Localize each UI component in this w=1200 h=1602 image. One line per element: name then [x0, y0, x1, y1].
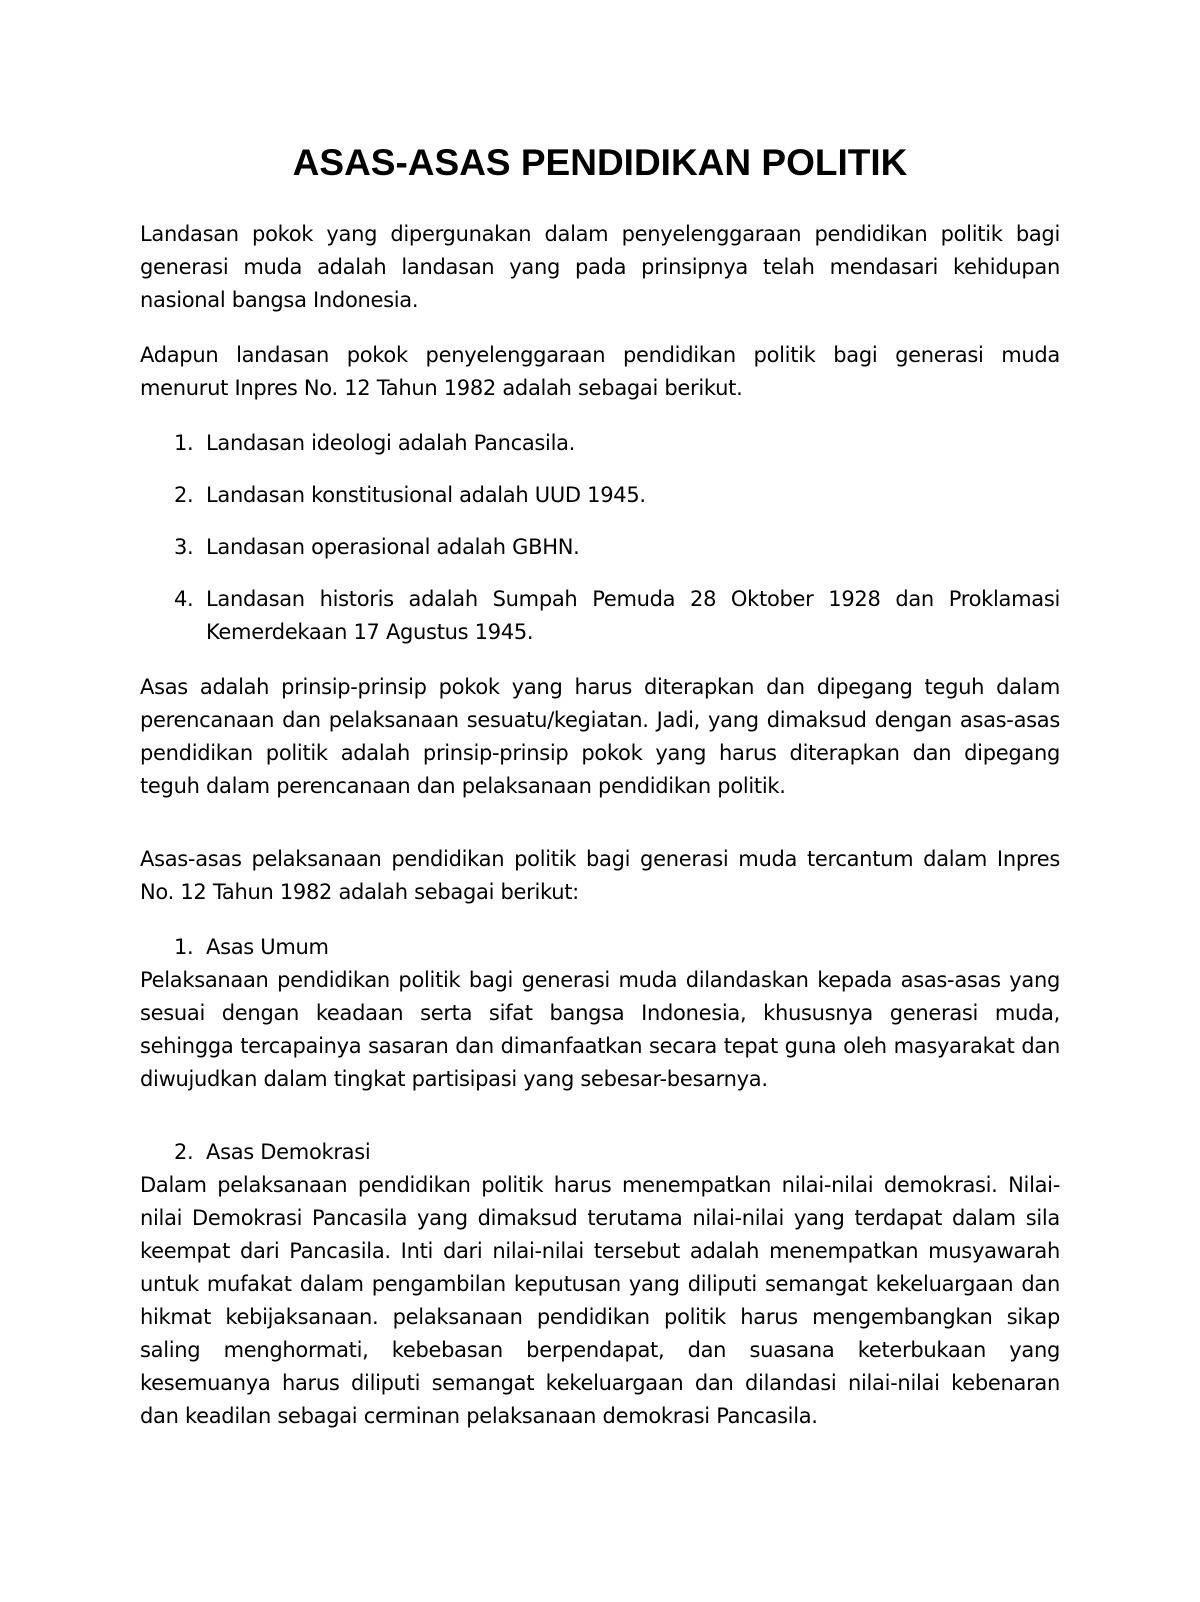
section-number: 2. — [174, 1140, 194, 1164]
list-item — [140, 479, 1060, 512]
list-item-number: 4. — [174, 587, 194, 611]
list-item-text: Landasan konstitusional adalah UUD 1945. — [206, 483, 646, 507]
asas-umum-body: Pelaksanaan pendidikan politik bagi generasi muda dilandaskan kepada asas-asas yang sesuai dengan keadaan serta sifat bangsa Indonesia, khususnya generasi muda, sehingga tercapainya sasaran dan dimanfaatkan secara tepat guna oleh masyarakat dan diwujudkan dalam tingkat partisipasi yang sebesar-besarnya. — [140, 968, 1060, 1091]
asas-demokrasi-heading — [140, 1136, 1060, 1169]
list-item-text: Landasan operasional adalah GBHN. — [206, 535, 580, 559]
list-item-number: 3. — [174, 535, 194, 559]
document-page — [140, 140, 1060, 1433]
list-item-number: 2. — [174, 483, 194, 507]
asas-demokrasi-body: Dalam pelaksanaan pendidikan politik harus menempatkan nilai-nilai demokrasi. Nilai-nilai Demokrasi Pancasila yang dimaksud terutama nilai-nilai yang terdapat dalam sila keempat dari Pancasila. Inti dari nilai-nilai tersebut adalah menempatkan musyawarah untuk mufakat dalam pengambilan keputusan yang diliputi semangat kekeluargaan dan hikmat kebijaksanaan. pelaksanaan pendidikan politik harus mengembangkan sikap saling menghormati, kebebasan berpendapat, dan suasana keterbukaan yang kesemuanya harus diliputi semangat kekeluargaan dan dilandasi nilai-nilai kebenaran dan keadilan sebagai cerminan pelaksanaan demokrasi Pancasila. — [140, 1173, 1060, 1428]
list-item — [140, 427, 1060, 460]
intro-paragraph-1: Landasan pokok yang dipergunakan dalam penyelenggaraan pendidikan politik bagi generasi muda adalah landasan yang pada prinsipnya telah mendasari kehidupan nasional bangsa Indonesia. — [140, 222, 1060, 312]
list-item — [140, 583, 1060, 649]
list-item-text: Landasan historis adalah Sumpah Pemuda 28 Oktober 1928 dan Proklamasi Kemerdekaan 17 Agustus 1945. — [206, 587, 1060, 644]
section-heading: Asas Demokrasi — [206, 1140, 371, 1164]
list-item-number: 1. — [174, 431, 194, 455]
asas-definition-paragraph: Asas adalah prinsip-prinsip pokok yang harus diterapkan dan dipegang teguh dalam perencanaan dan pelaksanaan sesuatu/kegiatan. Jadi, yang dimaksud dengan asas-asas pendidikan politik adalah prinsip-prinsip pokok yang harus diterapkan dan dipegang teguh dalam perencanaan dan pelaksanaan pendidikan politik. — [140, 675, 1060, 798]
list-item — [140, 531, 1060, 564]
intro-paragraph-2: Adapun landasan pokok penyelenggaraan pendidikan politik bagi generasi muda menurut Inpres No. 12 Tahun 1982 adalah sebagai berikut. — [140, 343, 1060, 400]
asas-intro-paragraph: Asas-asas pelaksanaan pendidikan politik bagi generasi muda tercantum dalam Inpres No. 12 Tahun 1982 adalah sebagai berikut: — [140, 847, 1060, 904]
asas-umum-heading — [140, 931, 1060, 964]
document-title: ASAS-ASAS PENDIDIKAN POLITIK — [292, 142, 908, 183]
section-number: 1. — [174, 935, 194, 959]
landasan-list — [140, 427, 1060, 649]
section-heading: Asas Umum — [206, 935, 329, 959]
list-item-text: Landasan ideologi adalah Pancasila. — [206, 431, 576, 455]
